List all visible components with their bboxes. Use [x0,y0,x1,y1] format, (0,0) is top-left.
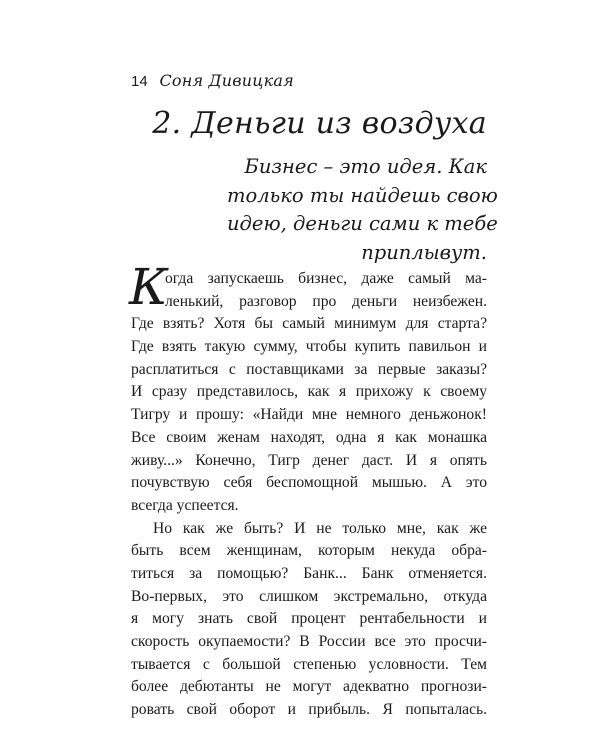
text-line: огда запускаешь бизнес, даже самый ма- [165,270,487,287]
epigraph-line: идею, деньги сами к тебе [227,212,498,235]
text-line: скорость окупаемости? В России все это просчи- [131,633,487,650]
page-number: 14 [131,73,148,90]
text-line: Где взять? Хотя бы самый минимум для старта? [131,315,487,333]
running-head [131,72,294,91]
text-line: Все своим женам находят, одна я как монашка [131,428,487,446]
text-line: почувствую себя беспомощной мышью. А это [131,474,487,492]
text-line: живу...» Конечно, Тигр денег даст. И я опять [131,451,487,469]
paragraph-2 [131,518,487,722]
epigraph-line: приплывут. [361,240,487,264]
text-line: я могу знать свой процент рентабельности и [131,610,487,628]
text-line: титься за помощью? Банк... Банк отменяется. [131,564,487,582]
text-line: Но как же быть? И не только мне, как же [153,519,487,537]
text-line: быть всем женщинам, которым некуда обра- [131,542,487,560]
text-line: И сразу представилось, как я прихожу к своему [131,383,487,401]
text-line: более дебютанты не могут адекватно прогнози- [131,678,487,696]
author-name: Соня Дивицкая [159,71,294,90]
epigraph-line: только ты найдешь свою [227,183,498,207]
epigraph [227,153,498,267]
text-line: ленький, разговор про деньги неизбежен. [165,292,487,310]
paragraph-1 [129,258,487,518]
text-line: тывается с большой степенью условности. Тем [131,655,487,673]
drop-cap: К [129,258,168,316]
body-text [129,258,487,722]
text-line: Во-первых, это слишком экстремально, откуда [131,587,487,605]
text-line: расплатиться с поставщиками за первые заказы? [131,360,487,378]
chapter-title: 2. Деньги из воздуха [152,106,487,141]
text-line: всегда успеется. [131,496,239,514]
text-line: ровать свой оборот и прибыль. Я попыталась. [131,701,487,719]
epigraph-line: Бизнес – это идея. Как [244,155,487,178]
text-line: Тигру и прошу: «Найди мне немного деньжонок! [131,406,487,424]
text-line: Где взять такую сумму, чтобы купить павильон и [131,338,487,356]
